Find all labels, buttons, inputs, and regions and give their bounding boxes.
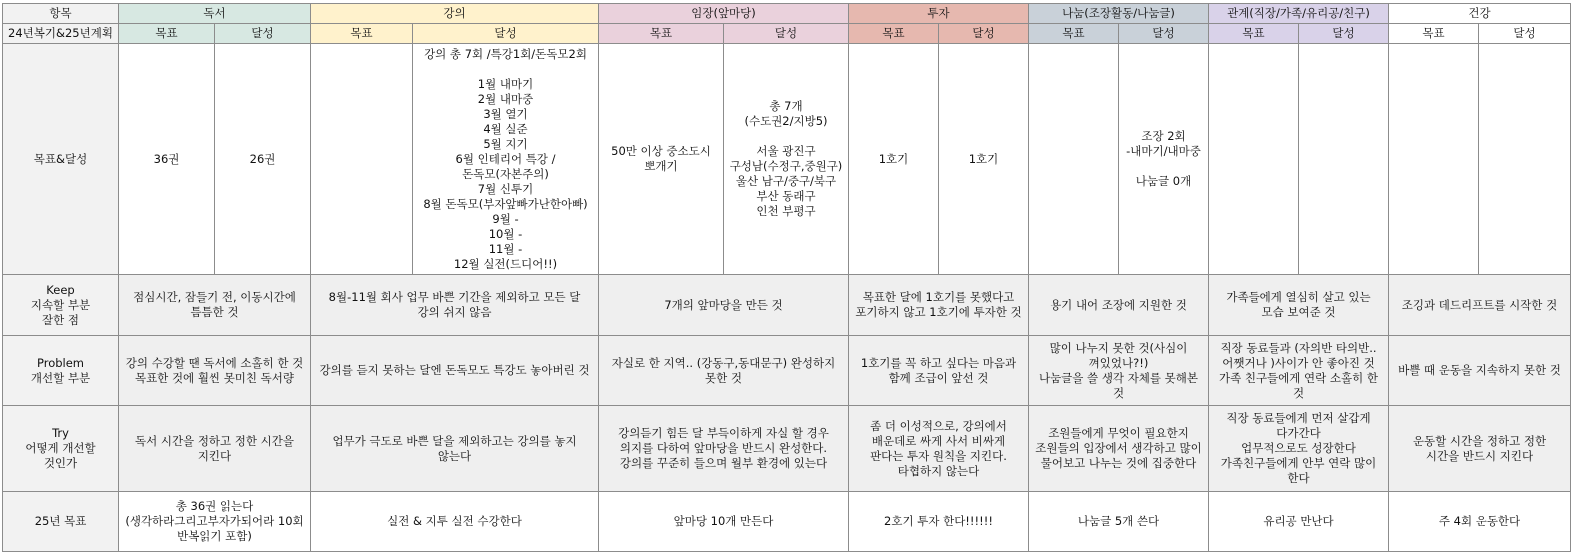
category-lecture[interactable]: 강의 xyxy=(311,4,599,24)
keep-health-cell[interactable]: 조깅과 데드리프트를 시작한 것 xyxy=(1389,275,1571,336)
problem-health-cell[interactable]: 바쁠 때 운동을 지속하지 못한 것 xyxy=(1389,336,1571,406)
goal25-lecture-cell[interactable]: 실전 & 지투 실전 수강한다 xyxy=(311,492,599,552)
keep-relation-cell[interactable]: 가족들에게 열심히 살고 있는 모습 보여준 것 xyxy=(1209,275,1389,336)
relation-done-cell[interactable] xyxy=(1299,44,1389,275)
try-lecture-cell[interactable]: 업무가 극도로 바쁜 달을 제외하고는 강의를 놓지 않는다 xyxy=(311,406,599,492)
imjang-done-header[interactable]: 달성 xyxy=(724,24,849,44)
goal25-reading-cell[interactable]: 총 36권 읽는다 (생각하라그리고부자가되어라 10회 반복읽기 포함) xyxy=(119,492,311,552)
goal-achieve-label[interactable]: 목표&달성 xyxy=(3,44,119,275)
imjang-done-cell[interactable]: 총 7개 (수도권2/지방5) 서울 광진구 구성남(수정구,중원구) 울산 남구/중구/북구 부산 동래구 인천 부평구 xyxy=(724,44,849,275)
category-invest[interactable]: 투자 xyxy=(849,4,1029,24)
keep-lecture-cell[interactable]: 8월-11월 회사 업무 바쁜 기간을 제외하고 모든 달 강의 쉬지 않음 xyxy=(311,275,599,336)
reading-done-cell[interactable]: 26권 xyxy=(215,44,311,275)
health-done-header[interactable]: 달성 xyxy=(1479,24,1571,44)
goal25-share-cell[interactable]: 나눔글 5개 쓴다 xyxy=(1029,492,1209,552)
reading-goal-header[interactable]: 목표 xyxy=(119,24,215,44)
share-done-cell[interactable]: 조장 2회 -내마기/내마중 나눔글 0개 xyxy=(1119,44,1209,275)
relation-goal-cell[interactable] xyxy=(1209,44,1299,275)
goal-done-header-row xyxy=(3,24,1571,44)
try-row xyxy=(3,406,1571,492)
try-relation-cell[interactable]: 직장 동료들에게 먼저 살갑게 다가간다 업무적으로도 성장한다 가족친구들에게 안부 연락 많이 한다 xyxy=(1209,406,1389,492)
goal-achieve-row xyxy=(3,44,1571,275)
share-goal-cell[interactable] xyxy=(1029,44,1119,275)
invest-goal-cell[interactable]: 1호기 xyxy=(849,44,939,275)
lecture-done-header[interactable]: 달성 xyxy=(413,24,599,44)
reading-goal-cell[interactable]: 36권 xyxy=(119,44,215,275)
keep-share-cell[interactable]: 용기 내어 조장에 지원한 것 xyxy=(1029,275,1209,336)
problem-invest-cell[interactable]: 1호기를 꼭 하고 싶다는 마음과 함께 조급이 앞선 것 xyxy=(849,336,1029,406)
problem-lecture-cell[interactable]: 강의를 듣지 못하는 달엔 돈독모도 특강도 놓아버린 것 xyxy=(311,336,599,406)
review-plan-table xyxy=(2,3,1571,552)
share-done-header[interactable]: 달성 xyxy=(1119,24,1209,44)
try-share-cell[interactable]: 조원들에게 무엇이 필요한지 조원들의 입장에서 생각하고 많이 물어보고 나누는 것에 집중한다 xyxy=(1029,406,1209,492)
category-health[interactable]: 건강 xyxy=(1389,4,1571,24)
imjang-goal-header[interactable]: 목표 xyxy=(599,24,724,44)
goal25-relation-cell[interactable]: 유리공 만난다 xyxy=(1209,492,1389,552)
imjang-goal-cell[interactable]: 50만 이상 중소도시 뽀개기 xyxy=(599,44,724,275)
keep-label[interactable]: Keep 지속할 부분 잘한 점 xyxy=(3,275,119,336)
try-health-cell[interactable]: 운동할 시간을 정하고 정한 시간을 반드시 지킨다 xyxy=(1389,406,1571,492)
plan-header[interactable]: 24년복기&25년계획 xyxy=(3,24,119,44)
invest-done-cell[interactable]: 1호기 xyxy=(939,44,1029,275)
goal25-label[interactable]: 25년 목표 xyxy=(3,492,119,552)
try-invest-cell[interactable]: 좀 더 이성적으로, 강의에서 배운데로 싸게 사서 비싸게 판다는 투자 원칙을 지킨다. 타협하지 않는다 xyxy=(849,406,1029,492)
item-header[interactable]: 항목 xyxy=(3,4,119,24)
problem-imjang-cell[interactable]: 자실로 한 지역.. (강동구,동대문구) 완성하지 못한 것 xyxy=(599,336,849,406)
try-reading-cell[interactable]: 독서 시간을 정하고 정한 시간을 지킨다 xyxy=(119,406,311,492)
lecture-goal-header[interactable]: 목표 xyxy=(311,24,413,44)
keep-invest-cell[interactable]: 목표한 달에 1호기를 못했다고 포기하지 않고 1호기에 투자한 것 xyxy=(849,275,1029,336)
try-label[interactable]: Try 어떻게 개선할 것인가 xyxy=(3,406,119,492)
goal25-health-cell[interactable]: 주 4회 운동한다 xyxy=(1389,492,1571,552)
goal25-invest-cell[interactable]: 2호기 투자 한다!!!!!! xyxy=(849,492,1029,552)
keep-reading-cell[interactable]: 점심시간, 잠들기 전, 이동시간에 틈틈한 것 xyxy=(119,275,311,336)
problem-relation-cell[interactable]: 직장 동료들과 (자의반 타의반.. 어쨋거나 )사이가 안 좋아진 것 가족 친구들에게 연락 소홀히 한 것 xyxy=(1209,336,1389,406)
goal25-row xyxy=(3,492,1571,552)
problem-label[interactable]: Problem 개선할 부분 xyxy=(3,336,119,406)
reading-done-header[interactable]: 달성 xyxy=(215,24,311,44)
problem-row xyxy=(3,336,1571,406)
keep-imjang-cell[interactable]: 7개의 앞마당을 만든 것 xyxy=(599,275,849,336)
problem-share-cell[interactable]: 많이 나누지 못한 것(사심이 껴있었나?!) 나눔글을 쓸 생각 자체를 못해본 것 xyxy=(1029,336,1209,406)
lecture-goal-cell[interactable] xyxy=(311,44,413,275)
health-goal-cell[interactable] xyxy=(1389,44,1479,275)
lecture-done-cell[interactable]: 강의 총 7회 /특강1회/돈독모2회 1월 내마기 2월 내마중 3월 열기 4월 실준 5월 지기 6월 인테리어 특강 / 돈독모(자본주의) 7월 신투기 8월 돈독모(부자앞빠가난한아빠) 9월 - 10월 - 11월 - 12월 실전(드디어!!) xyxy=(413,44,599,275)
problem-reading-cell[interactable]: 강의 수강할 땐 독서에 소홀히 한 것 목표한 것에 훨씬 못미친 독서량 xyxy=(119,336,311,406)
relation-done-header[interactable]: 달성 xyxy=(1299,24,1389,44)
health-done-cell[interactable] xyxy=(1479,44,1571,275)
invest-goal-header[interactable]: 목표 xyxy=(849,24,939,44)
category-imjang[interactable]: 임장(앞마당) xyxy=(599,4,849,24)
category-reading[interactable]: 독서 xyxy=(119,4,311,24)
category-relation[interactable]: 관계(직장/가족/유리공/친구) xyxy=(1209,4,1389,24)
category-header-row xyxy=(3,4,1571,24)
category-share[interactable]: 나눔(조장활동/나눔글) xyxy=(1029,4,1209,24)
health-goal-header[interactable]: 목표 xyxy=(1389,24,1479,44)
invest-done-header[interactable]: 달성 xyxy=(939,24,1029,44)
goal25-imjang-cell[interactable]: 앞마당 10개 만든다 xyxy=(599,492,849,552)
try-imjang-cell[interactable]: 강의듣기 힘든 달 부득이하게 자실 할 경우 의지를 다하여 앞마당을 반드시 완성한다. 강의를 꾸준히 들으며 월부 환경에 있는다 xyxy=(599,406,849,492)
keep-row xyxy=(3,275,1571,336)
relation-goal-header[interactable]: 목표 xyxy=(1209,24,1299,44)
share-goal-header[interactable]: 목표 xyxy=(1029,24,1119,44)
